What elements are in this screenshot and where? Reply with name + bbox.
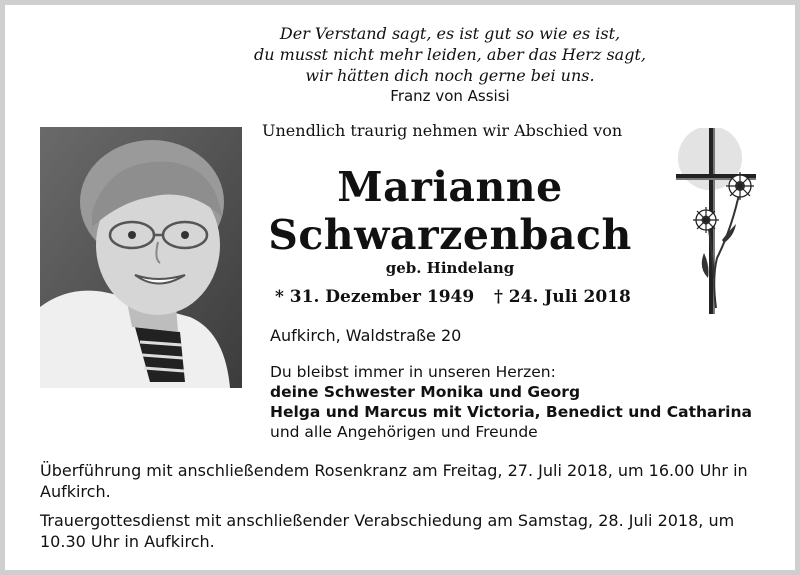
quote-author: Franz von Assisi [390,87,510,105]
address: Aufkirch, Waldstraße 20 [270,326,462,345]
farewell-intro: Unendlich traurig nehmen wir Abschied von [262,121,623,140]
mourners-line-3: und alle Angehörigen und Freunde [270,423,538,441]
mourners-line-1: deine Schwester Monika und Georg [270,383,581,401]
mourners-block [270,362,770,442]
maiden-name: geb. Hindelang [385,259,515,277]
first-name: Marianne [337,163,563,211]
memorial-quote [200,23,700,107]
portrait-photo [40,127,242,388]
service-notes [40,460,764,560]
service-note: Trauergottesdienst mit anschließender Verabschiedung am Samstag, 28. Juli 2018, um 10.30 Uhr in Aufkirch. [40,511,735,551]
death-date: † 24. Juli 2018 [494,287,631,307]
mourners-intro: Du bleibst immer in unseren Herzen: [270,363,556,381]
deceased-name [240,163,660,259]
transfer-note: Überführung mit anschließendem Rosenkranz am Freitag, 27. Juli 2018, um 16.00 Uhr in Aufkirch. [40,461,748,501]
quote-line-3: wir hätten dich noch gerne bei uns. [305,66,595,85]
mourners-line-2: Helga und Marcus mit Victoria, Benedict und Catharina [270,403,752,421]
last-name: Schwarzenbach [268,211,632,259]
quote-line-2: du musst nicht mehr leiden, aber das Herz sagt, [254,45,646,64]
birth-date: * 31. Dezember 1949 [275,287,475,307]
cross-with-sunflowers-icon [672,128,762,318]
quote-line-1: Der Verstand sagt, es ist gut so wie es ist, [279,24,621,43]
